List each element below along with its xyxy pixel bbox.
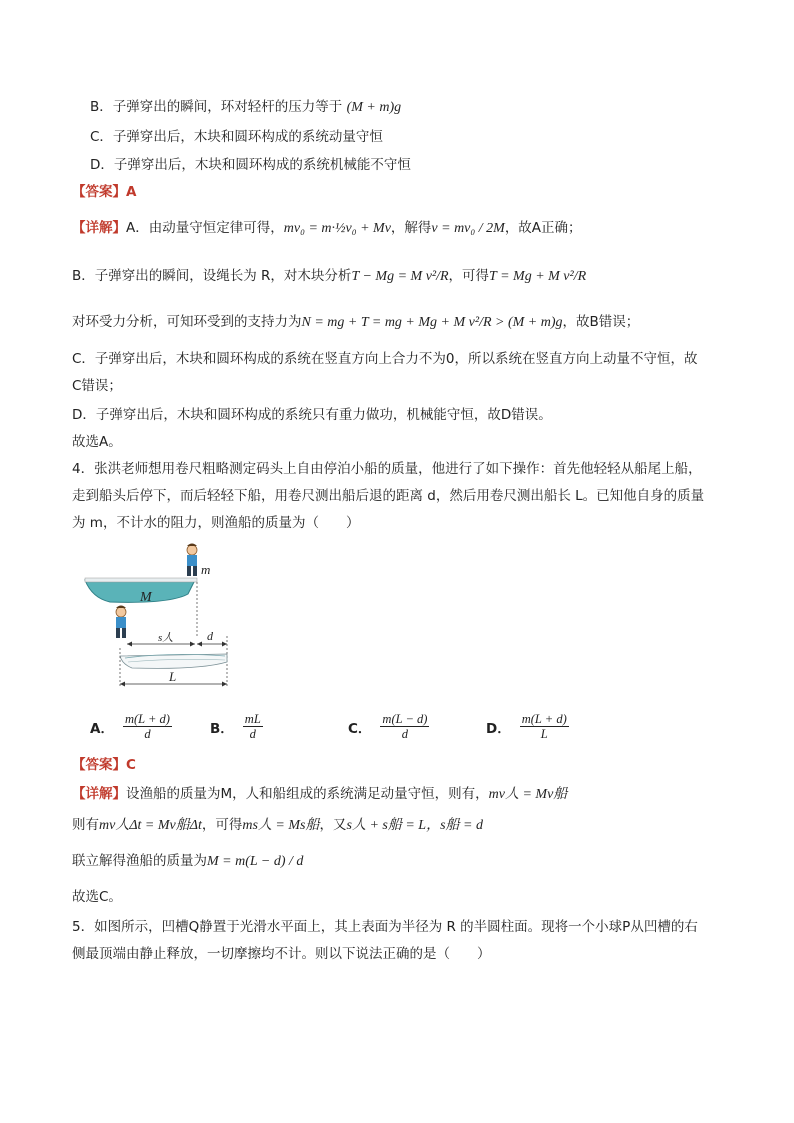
option-fraction (243, 712, 263, 741)
q3-option-c: C．子弹穿出后，木块和圆环构成的系统动量守恒 (90, 129, 383, 145)
detail-3-text: 联立解得渔船的质量为 (72, 853, 207, 869)
label-s: s人 (158, 632, 174, 644)
q3-choose: 故选A。 (72, 434, 122, 450)
detail-2-math3: s人 + s船 = L (346, 818, 427, 833)
label-L: L (169, 669, 177, 684)
fraction-numerator: m(L − d) (382, 712, 428, 726)
q3-detail-a (72, 218, 582, 239)
q4-answer (72, 755, 136, 775)
fraction-numerator: m(L + d) (124, 712, 170, 726)
answer-value: A (126, 184, 137, 200)
fraction-numerator: m(L + d) (521, 712, 567, 726)
q4-stem-line2: 走到船头后停下，而后轻轻下船，用卷尺测出船后退的距离 d，然后用卷尺测出船长 L。已知他自身的质量 (72, 488, 705, 504)
q3-option-b-text: B．子弹穿出的瞬间，环对轻杆的压力等于 (90, 99, 343, 115)
option-fraction (380, 712, 429, 741)
upper-boat-deck (85, 578, 197, 582)
q4-option-c (348, 712, 432, 741)
person-on-boat-icon (187, 544, 197, 577)
fraction-numerator: mL (244, 712, 261, 726)
detail-b-math1: T − Mg = M v²/R (351, 269, 449, 284)
q4-option-b (210, 712, 266, 741)
q4-stem-line1: 4．张洪老师想用卷尺粗略测定码头上自由停泊小船的质量，他进行了如下操作：首先他轻轻从船尾上船， (72, 461, 702, 477)
label-M: M (140, 590, 152, 605)
q4-choose: 故选C。 (72, 889, 122, 905)
detail-label: 【详解】 (72, 220, 126, 236)
option-label: D． (486, 720, 511, 737)
q4-detail-2 (72, 815, 483, 836)
detail-a-math1: mv₀ = m·½v₀ + Mv (283, 221, 391, 236)
detail-a-end: ，故A正确； (504, 220, 582, 236)
answer-label: 【答案】 (72, 757, 126, 773)
detail-label: 【详解】 (72, 786, 126, 802)
boat-figure (80, 536, 240, 696)
detail-2-math4: ，s船 = d (426, 818, 483, 833)
q4-detail-1 (72, 784, 567, 805)
q3-detail-c-line1: C．子弹穿出后，木块和圆环构成的系统在竖直方向上合力不为0，所以系统在竖直方向上动量不守恒，故 (72, 351, 698, 367)
detail-b-math2: T = Mg + M v²/R (489, 269, 587, 284)
detail-3-math: M = m(L − d) / d (207, 854, 304, 869)
q3-detail-b (72, 266, 586, 287)
option-label: C． (348, 720, 372, 737)
q4-stem-line3: 为 m，不计水的阻力，则渔船的质量为（ ） (72, 515, 360, 531)
q3-option-b (90, 97, 401, 118)
detail-a-mid: ，解得 (390, 220, 432, 236)
answer-label: 【答案】 (72, 184, 126, 200)
detail-a-math2: v = mv₀ / 2M (431, 221, 505, 236)
answer-value: C (126, 757, 136, 773)
detail-b2-math: N = mg + T = mg + Mg + M v²/R > (M + m)g (301, 315, 563, 330)
detail-1-math: mv人 = Mv船 (488, 787, 568, 802)
detail-2-math1: mv人Δt = Mv船Δt (99, 818, 202, 833)
option-fraction (123, 712, 172, 741)
label-m: m (201, 562, 211, 577)
q3-answer (72, 182, 136, 202)
detail-2-mid: ，可得 (201, 817, 243, 833)
person-on-dock-icon (116, 606, 126, 639)
q4-option-a (90, 712, 175, 741)
option-label: A． (90, 720, 114, 737)
detail-1-text: 设渔船的质量为M，人和船组成的系统满足动量守恒，则有， (126, 786, 489, 802)
detail-b-mid: ，可得 (448, 268, 490, 284)
fraction-denominator: L (520, 726, 569, 741)
fraction-denominator: d (380, 726, 429, 741)
q3-detail-c-line2: C错误； (72, 378, 122, 394)
q3-option-d: D．子弹穿出后，木块和圆环构成的系统机械能不守恒 (90, 157, 411, 173)
detail-2-text: 则有 (72, 817, 99, 833)
q3-detail-d: D．子弹穿出后，木块和圆环构成的系统只有重力做功，机械能守恒，故D错误。 (72, 407, 552, 423)
q3-detail-b2 (72, 312, 639, 333)
fraction-denominator: d (123, 726, 172, 741)
q5-stem-line2: 侧最顶端由静止释放，一切摩擦均不计。则以下说法正确的是（ ） (72, 946, 491, 962)
fraction-denominator: d (243, 726, 263, 741)
label-d: d (207, 629, 213, 643)
detail-2-mid2: ，又 (319, 817, 347, 833)
q4-detail-3 (72, 851, 303, 872)
q5-stem-line1: 5．如图所示，凹槽Q静置于光滑水平面上，其上表面为半径为 R 的半圆柱面。现将一个小球P从凹槽的右 (72, 919, 698, 935)
option-fraction (520, 712, 569, 741)
detail-a-text: A．由动量守恒定律可得， (126, 220, 284, 236)
detail-b-text: B．子弹穿出的瞬间，设绳长为 R，对木块分析 (72, 268, 352, 284)
q4-option-d (486, 712, 572, 741)
detail-b2-text: 对环受力分析，可知环受到的支持力为 (72, 314, 302, 330)
q3-option-b-math: (M + m)g (346, 100, 402, 115)
detail-b2-end: ，故B错误； (562, 314, 640, 330)
detail-2-math2: ms人 = Ms船 (242, 818, 320, 833)
option-label: B． (210, 720, 234, 737)
